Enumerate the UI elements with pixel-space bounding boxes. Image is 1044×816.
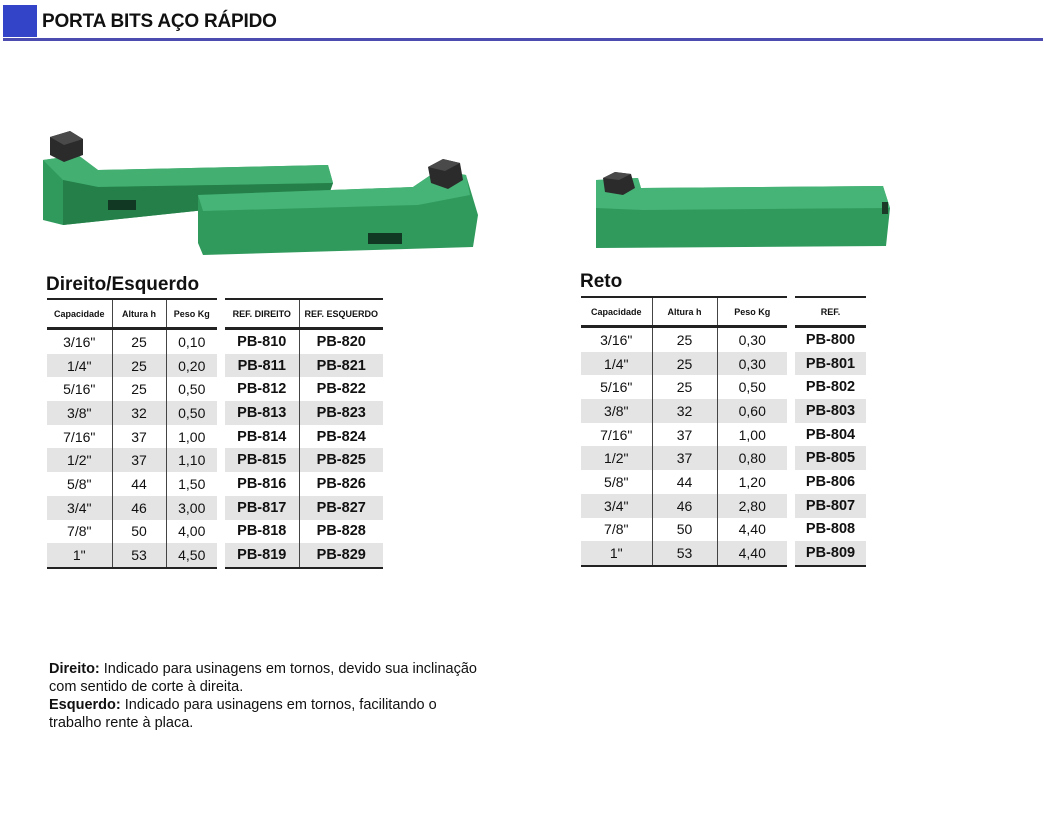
spec-cell: 3/8": [47, 401, 112, 425]
table-row: [225, 354, 383, 378]
column-header: Altura h: [112, 299, 166, 329]
table-row: [225, 520, 383, 544]
spec-cell: 37: [112, 448, 166, 472]
spec-cell: 50: [652, 518, 717, 542]
spec-cell: 7/16": [581, 423, 652, 447]
table-row: [581, 423, 787, 447]
spec-cell: 0,60: [717, 399, 787, 423]
spec-cell: 1,20: [738, 473, 766, 490]
spec-cell: 7/8": [581, 518, 652, 542]
table-row: [795, 494, 866, 518]
tool-holder-straight-photo: [593, 168, 893, 253]
table-row: [581, 399, 787, 423]
ref-code-cell: PB-826: [316, 475, 366, 492]
table-row: [225, 425, 383, 449]
spec-cell: 44: [652, 470, 717, 494]
spec-cell: 25: [652, 352, 717, 376]
spec-cell: 25: [652, 327, 717, 352]
table-row: [795, 399, 866, 423]
ref-code-cell: PB-824: [316, 428, 366, 445]
ref-code-cell: PB-819: [225, 543, 299, 568]
table-row: [225, 448, 383, 472]
spec-cell: 0,50: [166, 401, 217, 425]
ref-code-cell: PB-808: [805, 521, 856, 538]
table-row: [47, 425, 217, 449]
table-row: [581, 446, 787, 470]
spec-cell: 3/8": [581, 399, 652, 423]
ref-code-cell: PB-812: [225, 377, 299, 401]
spec-cell: 53: [112, 543, 166, 568]
spec-cell: 32: [652, 399, 717, 423]
spec-cell: 50: [112, 520, 166, 544]
spec-cell: 1": [47, 543, 112, 568]
ref-code-cell: PB-810: [225, 329, 299, 354]
spec-cell: 53: [652, 541, 717, 566]
spec-cell: 3/4": [47, 496, 112, 520]
table-row: [795, 446, 866, 470]
table-row: [225, 329, 383, 354]
ref-code-cell: PB-813: [225, 401, 299, 425]
table-row: [795, 352, 866, 376]
spec-cell: 0,20: [166, 354, 217, 378]
spec-cell: 1/4": [581, 352, 652, 376]
table-row: [795, 327, 866, 352]
spec-cell: 44: [112, 472, 166, 496]
spec-cell: 3/16": [581, 327, 652, 352]
ref-code-cell: PB-823: [299, 401, 383, 425]
ref-code-cell: PB-804: [805, 426, 856, 443]
table-row: [225, 543, 383, 568]
ref-code-cell: PB-811: [225, 354, 299, 378]
spec-cell: 1,00: [178, 428, 206, 445]
column-header: REF. DIREITO: [225, 299, 299, 329]
ref-code-cell: PB-815: [225, 448, 299, 472]
spec-cell: 1,00: [738, 426, 766, 443]
spec-cell: 5/8": [47, 472, 112, 496]
spec-cell: 4,00: [178, 523, 206, 540]
spec-cell: 25: [112, 329, 166, 354]
spec-cell: 32: [112, 401, 166, 425]
table-row: [47, 496, 217, 520]
spec-cell: 4,40: [717, 541, 787, 566]
table-row: [795, 518, 866, 542]
table-row: [47, 448, 217, 472]
ref-code-cell: PB-803: [795, 399, 866, 423]
ref-code-cell: PB-816: [225, 472, 299, 496]
spec-cell: 46: [652, 494, 717, 518]
ref-code-cell: PB-825: [299, 448, 383, 472]
table-row: [47, 520, 217, 544]
left-section-title: Direito/Esquerdo: [46, 274, 200, 295]
spec-cell: 0,80: [717, 446, 787, 470]
spec-cell: 4,40: [738, 521, 766, 538]
spec-cell: 1,50: [178, 475, 206, 492]
ref-code-cell: PB-821: [299, 354, 383, 378]
ref-code-cell: PB-807: [795, 494, 866, 518]
table-row: [795, 541, 866, 566]
left-specs-table: [47, 298, 217, 569]
spec-cell: 5/16": [581, 375, 652, 399]
table-row: [795, 470, 866, 494]
column-header: Peso Kg: [717, 297, 787, 327]
spec-cell: 1": [581, 541, 652, 566]
ref-code-cell: PB-829: [299, 543, 383, 568]
table-row: [795, 423, 866, 447]
table-row: [47, 401, 217, 425]
table-row: [225, 377, 383, 401]
spec-cell: 3,00: [166, 496, 217, 520]
ref-code-cell: PB-828: [316, 523, 366, 540]
note-direito-text: Indicado para usinagens em tornos, devido sua inclinação com sentido de corte à direita.: [49, 661, 477, 695]
ref-code-cell: PB-809: [795, 541, 866, 566]
note-esquerdo-text: Indicado para usinagens em tornos, facilitando o trabalho rente à placa.: [49, 697, 437, 731]
ref-code-cell: PB-827: [299, 496, 383, 520]
table-row: [225, 496, 383, 520]
spec-cell: 5/16": [47, 377, 112, 401]
table-row: [795, 375, 866, 399]
page-header: [3, 3, 1043, 41]
right-specs-table: [581, 296, 787, 567]
table-row: [581, 470, 787, 494]
tool-holder-angled-photo: [38, 125, 488, 260]
table-row: [581, 327, 787, 352]
spec-cell: 25: [112, 354, 166, 378]
table-row: [47, 377, 217, 401]
spec-cell: 25: [652, 375, 717, 399]
ref-code-cell: PB-822: [316, 381, 366, 398]
spec-cell: 46: [112, 496, 166, 520]
header-rule: [3, 38, 1043, 41]
table-row: [581, 541, 787, 566]
spec-cell: 0,30: [717, 352, 787, 376]
spec-cell: 0,10: [178, 333, 206, 350]
table-row: [47, 329, 217, 354]
spec-cell: 5/8": [581, 470, 652, 494]
note-direito: [49, 660, 489, 696]
spec-cell: 0,50: [178, 381, 206, 398]
table-row: [225, 401, 383, 425]
column-header: Capacidade: [581, 297, 652, 327]
spec-cell: 7/16": [47, 425, 112, 449]
spec-cell: 37: [652, 446, 717, 470]
right-ref-table: [795, 296, 866, 567]
table-row: [581, 494, 787, 518]
column-header: Capacidade: [47, 299, 112, 329]
ref-code-cell: PB-805: [795, 446, 866, 470]
spec-cell: 2,80: [717, 494, 787, 518]
ref-code-cell: PB-806: [805, 473, 856, 490]
left-ref-table: [225, 298, 383, 569]
ref-code-cell: PB-802: [805, 379, 856, 396]
ref-code-cell: PB-801: [795, 352, 866, 376]
table-row: [581, 352, 787, 376]
spec-cell: 25: [112, 377, 166, 401]
column-header: Peso Kg: [166, 299, 217, 329]
table-row: [47, 543, 217, 568]
table-row: [225, 472, 383, 496]
spec-cell: 7/8": [47, 520, 112, 544]
ref-code-cell: PB-814: [225, 425, 299, 449]
spec-cell: 1/2": [581, 446, 652, 470]
ref-code-cell: PB-820: [316, 333, 366, 350]
ref-code-cell: PB-817: [225, 496, 299, 520]
note-esquerdo-label: Esquerdo:: [49, 697, 121, 713]
spec-cell: 3/16": [47, 329, 112, 354]
table-row: [581, 375, 787, 399]
note-direito-label: Direito:: [49, 661, 100, 677]
column-header: Altura h: [652, 297, 717, 327]
column-header: REF. ESQUERDO: [299, 299, 383, 329]
spec-cell: 1/4": [47, 354, 112, 378]
spec-cell: 37: [112, 425, 166, 449]
header-accent-square: [3, 5, 37, 37]
ref-code-cell: PB-818: [225, 520, 299, 544]
spec-cell: 1,10: [166, 448, 217, 472]
ref-code-cell: PB-800: [805, 331, 856, 348]
spec-cell: 0,30: [738, 331, 766, 348]
spec-cell: 1/2": [47, 448, 112, 472]
note-esquerdo: [49, 696, 489, 732]
spec-cell: 3/4": [581, 494, 652, 518]
spec-cell: 4,50: [166, 543, 217, 568]
usage-notes: [49, 660, 489, 732]
spec-cell: 37: [652, 423, 717, 447]
column-header: REF.: [795, 297, 866, 327]
table-row: [581, 518, 787, 542]
table-row: [47, 472, 217, 496]
spec-cell: 0,50: [738, 379, 766, 396]
right-section-title: Reto: [580, 271, 623, 292]
table-row: [47, 354, 217, 378]
page-title: PORTA BITS AÇO RÁPIDO: [42, 11, 277, 32]
